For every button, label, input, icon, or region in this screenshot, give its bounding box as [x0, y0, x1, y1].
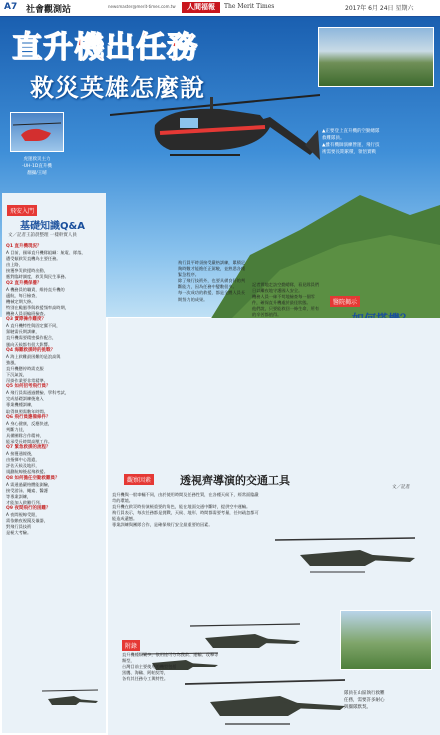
qa-answer: 取得執照需數年時間。: [6, 408, 48, 414]
qa-answer: A 目前，國軍直升機隊組織：航電、隊落，: [6, 250, 86, 256]
qa-question: Q5 如何招考飛行員？: [6, 384, 51, 390]
qa-answer: 機務人員須輪班檢查。: [6, 311, 48, 317]
qa-answer: 強風，: [6, 359, 19, 365]
caption-line: 翻攝/王晴: [27, 171, 47, 176]
qa-answer: 由指揮中心派遣，: [6, 457, 40, 463]
qa-item: [6, 476, 103, 506]
attack-helicopter-5: [40, 686, 100, 712]
text-column-3: [252, 282, 322, 319]
qa-answer: A 海上救難最困難的是浪高與: [6, 353, 61, 359]
qa-answer: 機械定期大修。: [6, 298, 36, 304]
photo-rescue-team: [318, 27, 434, 87]
qa-answer: 直升機懸停時需克服: [6, 365, 44, 371]
qa-item: [6, 506, 103, 536]
qa-question: Q4 海難救援時的挑戰？: [6, 347, 56, 353]
qa-item: [6, 384, 103, 414]
qa-answer: A 需通過嚴格體能測驗，: [6, 481, 53, 487]
qa-answer: 能承受長時間高壓工作。: [6, 439, 53, 444]
paper-english-name: The Merit Times: [224, 3, 275, 10]
traffic-tag: 觀察因素: [124, 474, 154, 485]
paragraph: 各有其任務分工與特性。: [122, 676, 169, 682]
qa-answer: 直升機需要精密操作配合，: [6, 335, 57, 341]
note-tag: 附錄: [122, 640, 140, 651]
qa-item: [6, 348, 103, 385]
paragraph: 他們說，只要能救回一條生命，所有的辛苦都值得。: [252, 306, 320, 318]
note-body: [122, 652, 222, 682]
traffic-body: [112, 492, 262, 529]
paragraph: 直升機種類繁多，依用途可分為搜救、運輸、攻擊等類型，: [122, 652, 219, 664]
caption-line: -UH-1D直升機: [22, 164, 52, 169]
attack-helicopter-1: [270, 530, 420, 580]
qa-answer: 由上路，: [6, 262, 23, 268]
qa-item: [6, 317, 103, 347]
paper-logo: 人間福報: [182, 2, 220, 13]
qa-answer: 等專業訓練，: [6, 493, 32, 499]
qa-byline: 文／記者王誼晨整理 一樣幹實人員: [8, 233, 77, 238]
issue-date: 2017年 6月 24日 星期六: [345, 5, 414, 12]
caption-line: 虎運救災主力: [23, 157, 51, 162]
qa-answer: 是極大考驗。: [6, 530, 32, 536]
photo-small-helicopter: [10, 112, 64, 152]
section-name: 社會觀測站: [26, 5, 72, 15]
qa-answer: 特別在颱風季與救援頻率高時期，: [6, 304, 69, 310]
caption-line: ▲正要登上直升機的空勤總隊: [322, 129, 380, 134]
qa-question: Q9 夜間飛行的困難？: [6, 506, 51, 512]
qa-answer: A 機務員的職責，維持直升機的: [6, 286, 65, 292]
traffic-byline: 文／記者: [392, 485, 410, 490]
paragraph: 機務人員一絲不苟地檢查每一個零件，確保直升機處於最佳狀態。: [252, 294, 315, 306]
photo-top-caption: [322, 128, 434, 156]
qa-answer: 具備團隊合作精神，: [6, 432, 44, 438]
paragraph: 飛行員平時須接受嚴格訓練，累積足夠時數才能擔任正駕駛，並熟悉各種緊急程序。: [178, 260, 246, 278]
qa-answer: 應對臨時調度，救災與民生事務。: [6, 274, 69, 280]
paragraph: 黑鷹、海鷗、阿帕契等，: [122, 670, 169, 676]
qa-title: 基礎知識Q&A: [20, 221, 85, 232]
qa-answer: 遭受傾救災直機為主要任務。: [6, 256, 61, 262]
qa-answer: 對飛行員技術: [6, 524, 32, 530]
qa-answer: 下沉氣流，: [6, 371, 27, 377]
sidebar-tag: 醫院揭示: [330, 296, 360, 307]
paragraph: 記者實地走訪空勤總隊，看見隊員們日以繼夜地守護國人安全。: [252, 282, 320, 294]
qa-question: Q1 直升機現況？: [6, 244, 42, 249]
qa-answer: A 直升機特性與固定翼不同，: [6, 323, 61, 329]
paragraph: 直升機在救災時扮演極重要的角色，能在地面交通中斷時，提供空中運輸。: [112, 504, 251, 510]
qa-question: Q3 實際操作難度？: [6, 317, 47, 323]
paragraph: 除了飛行技術外，也要具備良好的判斷能力，因為任務中變數很多。: [178, 278, 246, 290]
qa-answer: 駕駛需長期訓練，: [6, 329, 40, 335]
edition-email: newsmaster@merit-times.com.tw: [108, 4, 176, 9]
qa-answer: 專業機種訓練，: [6, 402, 36, 408]
text-column-2: [178, 260, 246, 303]
qa-answer: 判斷力佳，: [6, 426, 27, 432]
caption-line: 與團隊默契。: [344, 705, 371, 710]
qa-item: [6, 281, 103, 318]
headline: 直升機出任務: [12, 30, 198, 65]
qa-list: [6, 244, 103, 537]
paragraph: 直升機與一般車輛不同，由於使用時間及任務性質，在各種天候下，經常面臨嚴苛的環境。: [112, 492, 259, 504]
paragraph: 專業訓練與團隊合作，是確保飛行安全最重要的因素。: [112, 522, 213, 528]
helicopter-icon: [11, 113, 63, 151]
small-photo-caption: [8, 156, 66, 177]
qa-answer: 風向天候都有很大影響。: [6, 341, 53, 347]
qa-tag: 飛安入門: [7, 205, 37, 216]
qa-answer: A 飛行員需通過體檢、學科考試，: [6, 390, 69, 396]
qa-item: [6, 445, 103, 475]
photo-bottom-caption: [344, 690, 434, 711]
qa-answer: 完成基礎訓練後進入: [6, 396, 44, 402]
caption-line: 救難隊員。: [322, 136, 345, 141]
qa-question: Q2 直升機保養？: [6, 280, 42, 286]
traffic-title: 透視齊導演的交通工具: [180, 474, 290, 487]
qa-answer: 評估天候及地形，: [6, 463, 40, 469]
qa-answer: A 夜間視線受限，: [6, 512, 40, 518]
qa-item: [6, 244, 103, 281]
qa-question: Q8 如何擔任空勤救難員？: [6, 475, 60, 481]
qa-answer: A 接獲通報後，: [6, 451, 36, 457]
qa-answer: 吊掛作業要非常精準。: [6, 378, 48, 384]
qa-answer: 才能加入救難行列。: [6, 499, 44, 505]
helicopter-main-image: [110, 55, 320, 215]
paragraph: 每一次成功的救援，都是全體人員長期努力的成果。: [178, 290, 246, 302]
qa-answer: 需依賴夜視鏡及儀器，: [6, 518, 48, 524]
section-number: A7: [4, 2, 18, 12]
qa-answer: A 身心健康，反應快速，: [6, 420, 53, 426]
qa-answer: 適航，每日檢查，: [6, 292, 40, 298]
caption-line: 隊員在山區執行救難: [344, 691, 385, 696]
caption-line: ▲雖有機師演練營運，飛行技: [322, 143, 380, 148]
qa-answer: 規劃航線後起飛救援。: [6, 469, 48, 475]
qa-question: Q7 緊急救援的流程？: [6, 445, 51, 451]
subheadline: 救災英雄怎麼說: [30, 74, 205, 102]
caption-line: 術需要長期累積，領悟實戰: [322, 150, 376, 155]
qa-answer: 接受游泳、繩索、醫護: [6, 487, 48, 493]
photo-mountain-rescue: [340, 610, 432, 670]
qa-answer: 接獲參災救援時出動，: [6, 268, 48, 274]
qa-item: [6, 415, 103, 445]
qa-question: Q6 飛行員應備條件？: [6, 414, 51, 420]
caption-line: 任務，需要許多耐心: [344, 698, 385, 703]
paragraph: 台灣目前主要使用的機型包括: [122, 664, 177, 670]
paragraph: 飛行員表示，每次任務都是挑戰，天候、地形、時間都需要考量，任何疏忽都可能造成遺憾。: [112, 510, 259, 522]
